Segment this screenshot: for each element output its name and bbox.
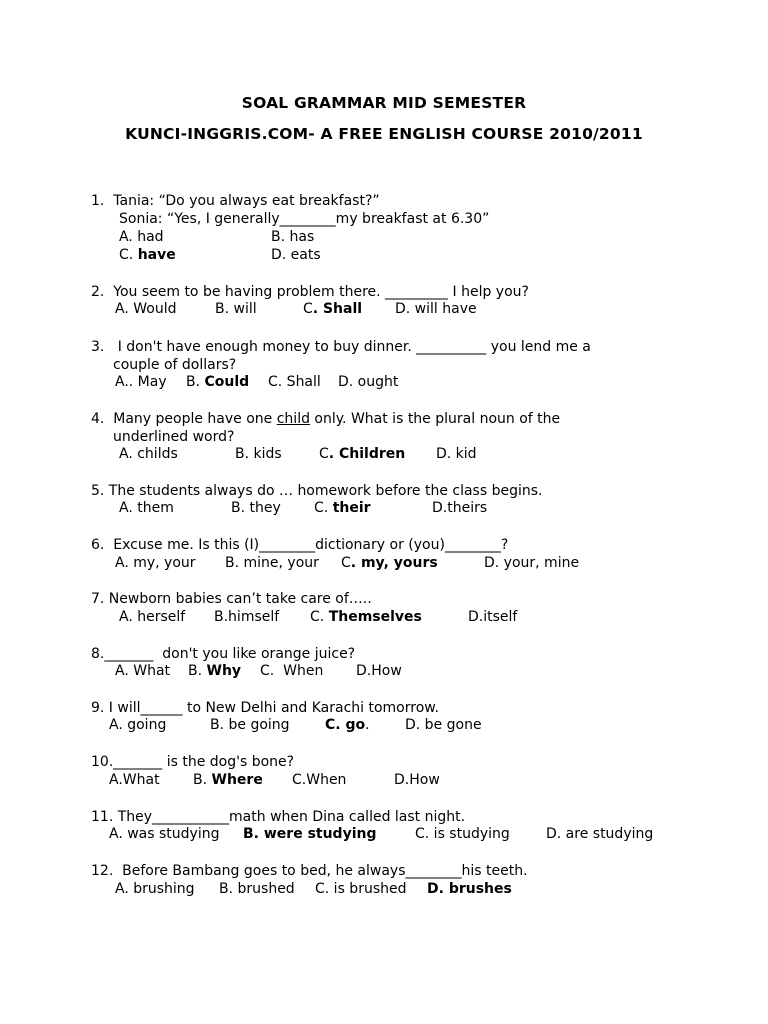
question-text: 11. They___________math when Dina called last night. bbox=[91, 809, 466, 825]
option-a: A. childs bbox=[119, 446, 178, 462]
question-text-cont: couple of dollars? bbox=[113, 357, 237, 373]
option-a: A. them bbox=[119, 500, 174, 516]
question-text: 8._______ don't you like orange juice? bbox=[91, 646, 356, 662]
option-c: C. When bbox=[260, 663, 324, 679]
question-text: 10._______ is the dog's bone? bbox=[91, 754, 295, 770]
option-b-label: B. bbox=[186, 374, 205, 390]
option-b: B. will bbox=[215, 301, 257, 317]
option-c bbox=[303, 301, 362, 317]
question-text: 3. I don't have enough money to buy dinner. __________ you lend me a bbox=[91, 339, 591, 355]
correct-answer: Where bbox=[211, 772, 263, 788]
option-c-label: C bbox=[303, 301, 313, 317]
option-d: D. be gone bbox=[405, 717, 482, 733]
question-text: 6. Excuse me. Is this (I)________dictionary or (you)________? bbox=[91, 537, 509, 553]
option-a: A. had bbox=[119, 229, 164, 245]
option-d: D. are studying bbox=[546, 826, 654, 842]
option-b-label: B. bbox=[188, 663, 207, 679]
question-text: 5. The students always do … homework before the class begins. bbox=[91, 483, 543, 499]
option-b: B. be going bbox=[210, 717, 290, 733]
option-c-label: C bbox=[319, 446, 329, 462]
option-b: B. brushed bbox=[219, 881, 295, 897]
option-c-label: C. bbox=[310, 609, 329, 625]
option-d: D. will have bbox=[395, 301, 477, 317]
option-c bbox=[119, 247, 176, 263]
page-subtitle: KUNCI-INGGRIS.COM- A FREE ENGLISH COURSE 2010/2011 bbox=[125, 125, 643, 143]
question-text-cont: underlined word? bbox=[113, 429, 235, 445]
option-b bbox=[193, 772, 263, 788]
option-c bbox=[314, 500, 371, 516]
option-a: A. brushing bbox=[115, 881, 195, 897]
question-text: 2. You seem to be having problem there. _________ I help you? bbox=[91, 284, 529, 300]
correct-answer: Why bbox=[206, 663, 242, 679]
question-text bbox=[91, 410, 560, 428]
option-a: A. What bbox=[115, 663, 171, 679]
correct-answer: . my, yours bbox=[350, 555, 438, 571]
option-b: B. has bbox=[271, 229, 315, 245]
option-d: D. kid bbox=[436, 446, 477, 462]
correct-answer: . Children bbox=[328, 446, 406, 462]
underlined-word: child bbox=[276, 411, 310, 427]
option-c-suffix: . bbox=[365, 717, 370, 733]
option-a: A. was studying bbox=[109, 826, 220, 842]
correct-answer: D. brushes bbox=[427, 881, 512, 897]
option-c bbox=[310, 609, 422, 625]
correct-answer: C. go bbox=[325, 717, 366, 733]
correct-answer: Themselves bbox=[328, 609, 422, 625]
option-c-label: C bbox=[341, 555, 351, 571]
option-a: A. Would bbox=[115, 301, 177, 317]
option-c bbox=[325, 717, 370, 733]
question-text: 1. Tania: “Do you always eat breakfast?” bbox=[91, 193, 380, 209]
option-a: A.. May bbox=[115, 374, 167, 390]
option-b: B. kids bbox=[235, 446, 282, 462]
option-d: D.theirs bbox=[432, 500, 488, 516]
option-d: D. eats bbox=[271, 247, 321, 263]
option-b-label: B. bbox=[193, 772, 212, 788]
option-b bbox=[186, 374, 249, 390]
option-b: B. mine, your bbox=[225, 555, 319, 571]
option-d: D.How bbox=[356, 663, 402, 679]
option-c bbox=[341, 555, 438, 571]
option-b: B. they bbox=[231, 500, 281, 516]
page-title: SOAL GRAMMAR MID SEMESTER bbox=[241, 94, 527, 112]
option-c: C.When bbox=[292, 772, 347, 788]
correct-answer: . Shall bbox=[312, 301, 363, 317]
option-c-label: C. bbox=[314, 500, 333, 516]
question-text-cont: Sonia: “Yes, I generally________my breakfast at 6.30” bbox=[119, 211, 490, 227]
question-text: 12. Before Bambang goes to bed, he always________his teeth. bbox=[91, 863, 528, 879]
option-d: D.How bbox=[394, 772, 440, 788]
option-c: C. is brushed bbox=[315, 881, 407, 897]
correct-answer: have bbox=[137, 247, 176, 263]
option-d: D. ought bbox=[338, 374, 399, 390]
option-c: C. Shall bbox=[268, 374, 321, 390]
option-a: A. my, your bbox=[115, 555, 196, 571]
question-text-part: only. What is the plural noun of the bbox=[309, 411, 561, 427]
option-b bbox=[188, 663, 241, 679]
correct-answer: B. were studying bbox=[243, 826, 377, 842]
option-c: C. is studying bbox=[415, 826, 510, 842]
option-b: B.himself bbox=[214, 609, 280, 625]
option-a: A. herself bbox=[119, 609, 186, 625]
option-c-label: C. bbox=[119, 247, 138, 263]
option-c bbox=[319, 446, 405, 462]
correct-answer: Could bbox=[204, 374, 250, 390]
question-text-part: 4. Many people have one bbox=[91, 411, 277, 427]
option-d: D. your, mine bbox=[484, 555, 580, 571]
question-text: 9. I will______ to New Delhi and Karachi tomorrow. bbox=[91, 700, 439, 716]
correct-answer: their bbox=[332, 500, 371, 516]
option-d: D.itself bbox=[468, 609, 518, 625]
option-a: A. going bbox=[109, 717, 167, 733]
question-text: 7. Newborn babies can’t take care of….. bbox=[91, 591, 372, 607]
option-a: A.What bbox=[109, 772, 160, 788]
